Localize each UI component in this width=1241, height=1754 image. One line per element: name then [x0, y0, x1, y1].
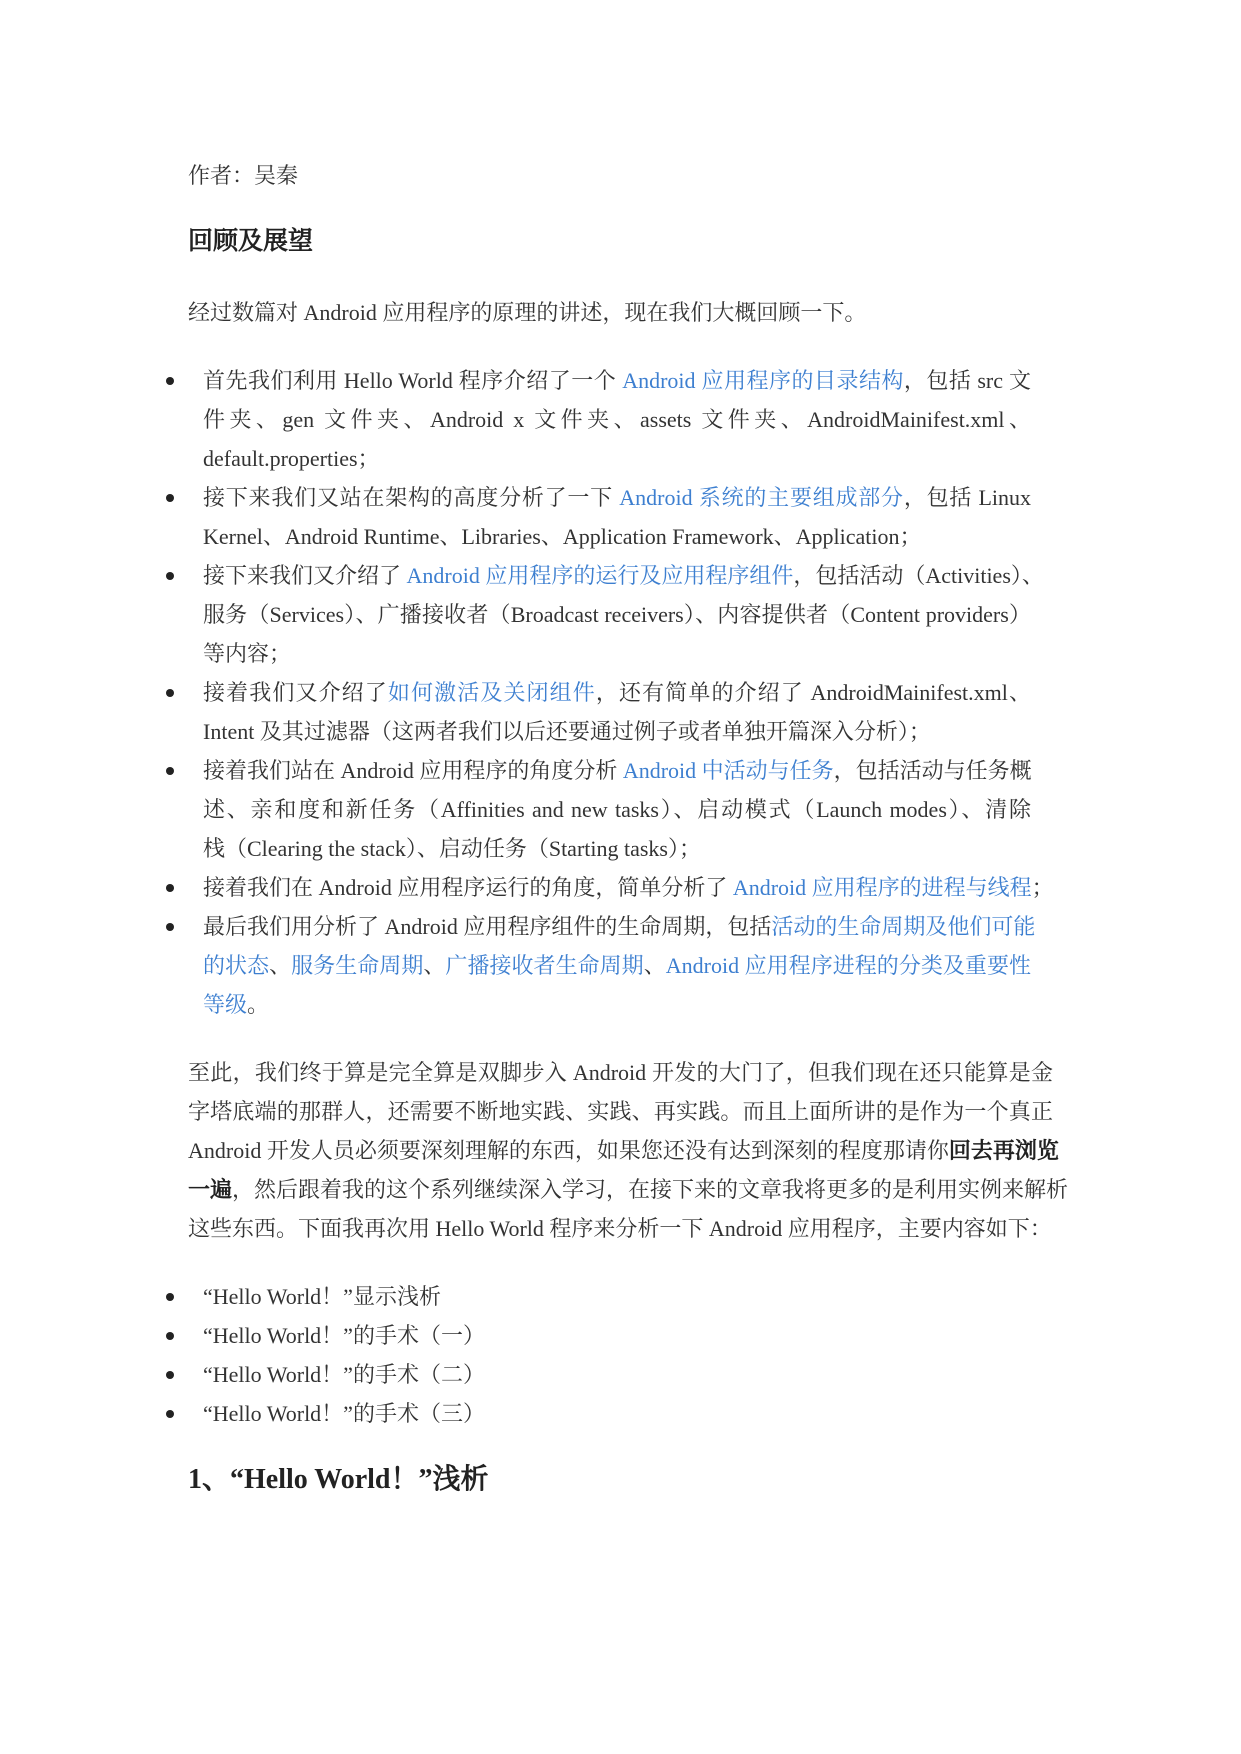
- text-line: [203, 790, 1031, 829]
- intro-paragraph: 经过数篇对 Android 应用程序的原理的讲述，现在我们大概回顾一下。: [188, 300, 867, 325]
- section-heading: 1、“Hello World！”浅析: [188, 1464, 489, 1495]
- bullet-dot: [166, 572, 174, 580]
- text-segment: ，然后跟着我的这个系列继续深入学习，在接下来的文章我将更多的是利用实例来解析: [232, 1177, 1069, 1202]
- text-segment: 首先我们利用 Hello World 程序介绍了一个: [203, 368, 623, 393]
- text-segment: 接下来我们又站在架构的高度分析了一下: [203, 485, 620, 510]
- text-segment: default.properties；: [203, 446, 380, 471]
- contents-list: [188, 1277, 1053, 1433]
- review-item-processes-threads: [203, 868, 1054, 907]
- text-segment: 最后我们用分析了 Android 应用程序组件的生命周期，包括: [203, 914, 772, 939]
- text-segment: 、: [269, 953, 292, 978]
- text-line: “Hello World！”显示浅析: [203, 1284, 441, 1309]
- text-segment: ，包括活动与任务概: [833, 758, 1032, 783]
- bullet-dot: [166, 494, 174, 502]
- bullet-dot: [166, 1371, 174, 1379]
- bold-emphasis: 回去再浏览: [948, 1138, 1059, 1163]
- text-line: “Hello World！”的手术（三）: [203, 1401, 485, 1426]
- review-item-activities-tasks: [203, 751, 1031, 868]
- link-activity-lifecycle[interactable]: 的状态: [203, 953, 270, 978]
- bold-emphasis: 一遍: [188, 1177, 233, 1202]
- text-line: [188, 1209, 1053, 1248]
- text-line: “Hello World！”的手术（一）: [203, 1323, 485, 1348]
- text-line: [203, 556, 1044, 595]
- text-segment: 至此，我们终于算是完全算是双脚步入 Android 开发的大门了，但我们现在还只能算是金: [188, 1060, 1053, 1085]
- text-line: [203, 829, 1031, 868]
- text-segment: 。: [247, 992, 270, 1017]
- text-segment: 栈（Clearing the stack）、启动任务（Starting tasks）；: [203, 836, 701, 861]
- text-segment: ，还有简单的介绍了 AndroidMainifest.xml、: [595, 680, 1031, 705]
- section-title: 回顾及展望: [188, 228, 314, 255]
- text-line: [188, 1170, 1069, 1209]
- text-line: [188, 1131, 1059, 1170]
- text-segment: ；: [1031, 875, 1054, 900]
- text-segment: ，包括 Linux: [903, 485, 1031, 510]
- text-line: [188, 1092, 1053, 1131]
- link-system-components[interactable]: Android 系统的主要组成部分: [619, 485, 904, 510]
- text-segment: 接下来我们又介绍了: [203, 563, 407, 588]
- text-line: [203, 673, 1031, 712]
- contents-item: [203, 1277, 1031, 1316]
- link-receiver-lifecycle[interactable]: 广播接收者生命周期: [445, 953, 644, 978]
- contents-item: [203, 1316, 1031, 1355]
- text-segment: 、: [643, 953, 666, 978]
- text-segment: Intent 及其过滤器（这两者我们以后还要通过例子或者单独开篇深入分析）；: [203, 719, 931, 744]
- text-line: [203, 712, 1031, 751]
- link-app-directory-structure[interactable]: Android 应用程序的目录结构: [622, 368, 904, 393]
- bullet-dot: [166, 1410, 174, 1418]
- text-line: [203, 439, 1031, 478]
- text-line: [203, 517, 1031, 556]
- text-line: [203, 946, 1031, 985]
- review-list: [188, 361, 1053, 1024]
- text-segment: 接着我们站在 Android 应用程序的角度分析: [203, 758, 623, 783]
- bullet-dot: [166, 884, 174, 892]
- text-segment: 这些东西。下面我再次用 Hello World 程序来分析一下 Android 应用程序，主要内容如下：: [188, 1216, 1052, 1241]
- text-line: [203, 400, 1031, 439]
- text-line: [203, 751, 1031, 790]
- review-item-directory-structure: [203, 361, 1031, 478]
- bullet-dot: [166, 377, 174, 385]
- text-segment: 等内容；: [203, 641, 292, 666]
- review-item-app-components: [203, 556, 1044, 673]
- text-segment: Android 开发人员必须要深刻理解的东西，如果您还没有达到深刻的程度那请你: [188, 1138, 949, 1163]
- text-segment: Kernel、Android Runtime、Libraries、Application Framework、Application；: [203, 524, 922, 549]
- text-line: [203, 634, 1031, 673]
- text-segment: ，包括活动（Activities）、: [793, 563, 1044, 588]
- link-activity-lifecycle[interactable]: 活动的生命周期及他们可能: [771, 914, 1036, 939]
- text-line: [203, 985, 1031, 1024]
- text-line: [203, 868, 1054, 907]
- text-segment: 件夹、gen 文件夹、Android x 文件夹、assets 文件夹、AndroidMainifest.xml、: [203, 407, 1031, 432]
- contents-item: [203, 1394, 1031, 1433]
- text-line: [203, 478, 1031, 517]
- review-item-lifecycle: [203, 907, 1036, 1024]
- text-segment: 服务（Services）、广播接收者（Broadcast receivers）、内容提供者（Content providers）: [203, 602, 1031, 627]
- contents-item: [203, 1355, 1031, 1394]
- text-segment: 、: [423, 953, 446, 978]
- summary-paragraph: [188, 1053, 1069, 1248]
- bullet-dot: [166, 1293, 174, 1301]
- bullet-dot: [166, 689, 174, 697]
- link-process-importance[interactable]: Android 应用程序进程的分类及重要性: [665, 953, 1031, 978]
- text-line: “Hello World！”的手术（二）: [203, 1362, 485, 1387]
- text-line: [188, 1053, 1053, 1092]
- text-segment: 接着我们又介绍了: [203, 680, 388, 705]
- link-processes-and-threads[interactable]: Android 应用程序的进程与线程: [732, 875, 1032, 900]
- link-activities-and-tasks[interactable]: Android 中活动与任务: [622, 758, 834, 783]
- text-line: [203, 907, 1036, 946]
- text-segment: 字塔底端的那群人，还需要不断地实践、实践、再实践。而且上面所讲的是作为一个真正: [188, 1099, 1053, 1124]
- bullet-dot: [166, 923, 174, 931]
- bullet-dot: [166, 1332, 174, 1340]
- text-segment: 接着我们在 Android 应用程序运行的角度，简单分析了: [203, 875, 733, 900]
- author-line: 作者：吴秦: [188, 163, 299, 188]
- text-segment: ，包括 src 文: [903, 368, 1032, 393]
- link-service-lifecycle[interactable]: 服务生命周期: [291, 953, 424, 978]
- link-process-importance[interactable]: 等级: [203, 992, 248, 1017]
- bullet-dot: [166, 767, 174, 775]
- link-activate-close-components[interactable]: 如何激活及关闭组件: [387, 680, 596, 705]
- text-segment: 述、亲和度和新任务（Affinities and new tasks）、启动模式（Launch modes）、清除: [203, 797, 1031, 822]
- link-app-run-and-components[interactable]: Android 应用程序的运行及应用程序组件: [406, 563, 794, 588]
- text-line: [203, 361, 1031, 400]
- text-line: [203, 595, 1031, 634]
- review-item-activate-components: [203, 673, 1031, 751]
- review-item-system-components: [203, 478, 1031, 556]
